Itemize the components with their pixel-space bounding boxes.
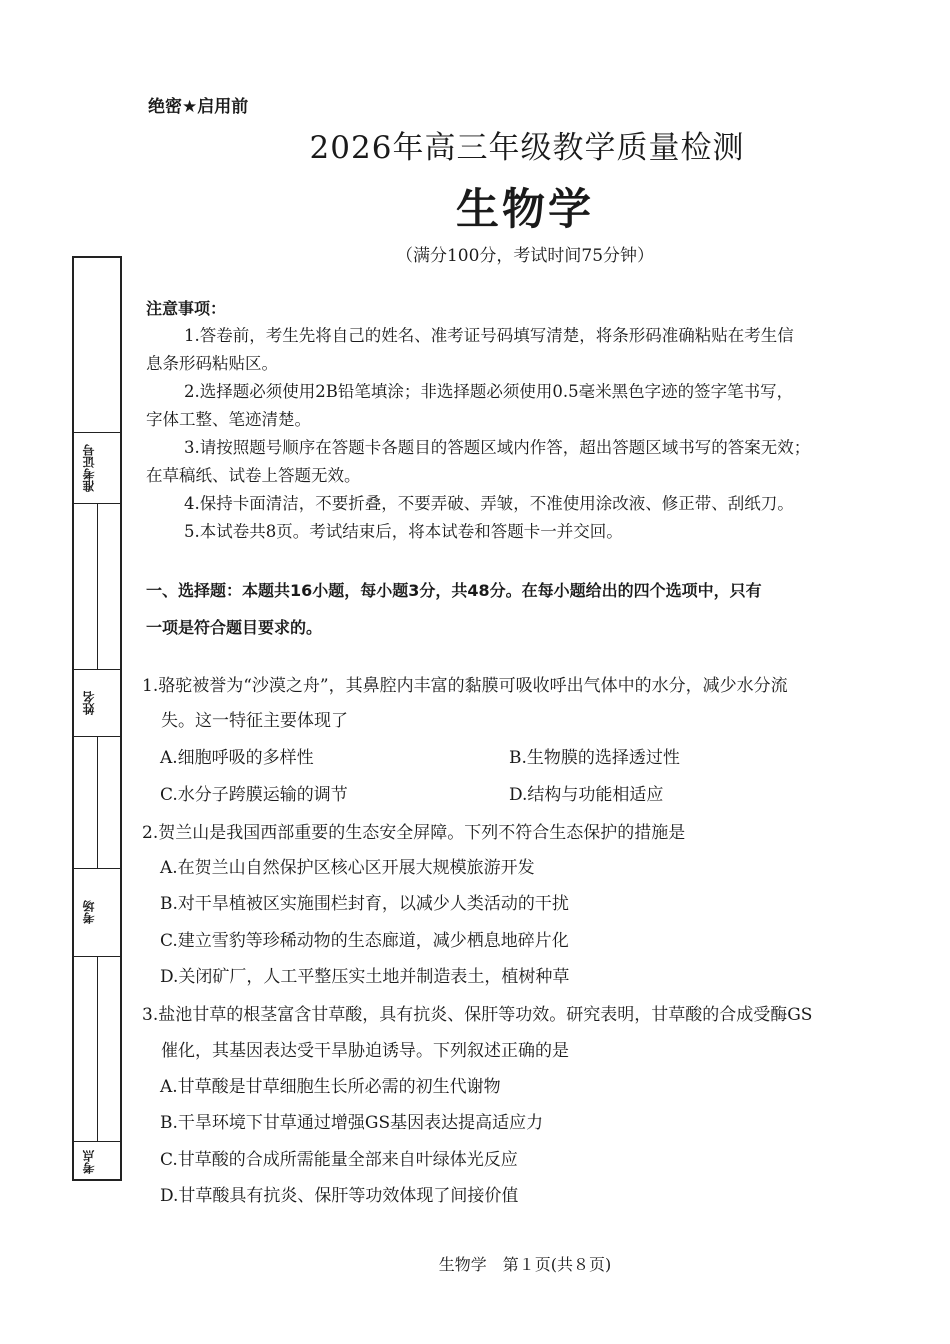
exam-room-label: 考场 bbox=[82, 900, 96, 924]
question-1-option-c: C.水分子跨膜运输的调节 bbox=[160, 785, 348, 805]
notice-item-4: 4.保持卡面清洁，不要折叠，不要弄破、弄皱，不准使用涂改液、修正带、刮纸刀。 bbox=[184, 494, 794, 513]
question-2-option-b: B.对干旱植被区实施围栏封育，以减少人类活动的干扰 bbox=[160, 894, 569, 914]
exam-title: 2026年高三年级教学质量检测 bbox=[309, 130, 745, 166]
question-1-stem-line-1: 1.骆驼被誉为“沙漠之舟”，其鼻腔内丰富的黏膜可吸收呼出气体中的水分，减少水分流 bbox=[142, 676, 788, 696]
notice-item-2-line-2: 字体工整、笔迹清楚。 bbox=[146, 410, 311, 429]
page-footer: 生物学 第１页(共８页) bbox=[438, 1255, 612, 1274]
question-3-stem-line-1: 3.盐池甘草的根茎富含甘草酸，具有抗炎、保肝等功效。研究表明，甘草酸的合成受酶GS bbox=[142, 1005, 813, 1025]
binding-strip bbox=[72, 256, 122, 1181]
exam-info: （满分100分，考试时间75分钟） bbox=[395, 246, 655, 266]
question-3-option-a: A.甘草酸是甘草细胞生长所必需的初生代谢物 bbox=[160, 1077, 501, 1097]
notice-title: 注意事项： bbox=[146, 299, 227, 318]
question-3-option-d: D.甘草酸具有抗炎、保肝等功效体现了间接价值 bbox=[160, 1186, 519, 1206]
section-heading-line-2: 一项是符合题目要求的。 bbox=[146, 618, 323, 637]
question-2-stem: 2.贺兰山是我国西部重要的生态安全屏障。下列不符合生态保护的措施是 bbox=[142, 823, 686, 843]
exam-site-label: 考点 bbox=[82, 1150, 96, 1174]
notice-item-1-line-1: 1.答卷前，考生先将自己的姓名、准考证号码填写清楚，将条形码准确粘贴在考生信 bbox=[184, 326, 794, 345]
notice-item-2-line-1: 2.选择题必须使用2B铅笔填涂；非选择题必须使用0.5毫米黑色字迹的签字笔书写， bbox=[184, 382, 794, 401]
notice-item-3-line-2: 在草稿纸、试卷上答题无效。 bbox=[146, 466, 361, 485]
question-2-option-d: D.关闭矿厂，人工平整压实土地并制造表土，植树种草 bbox=[160, 967, 570, 987]
question-1-option-b: B.生物膜的选择透过性 bbox=[509, 748, 680, 768]
admission-number-label: 准考证号 bbox=[82, 444, 96, 492]
question-1-option-d: D.结构与功能相适应 bbox=[509, 785, 664, 805]
name-label: 姓名 bbox=[82, 691, 96, 715]
question-2-option-a: A.在贺兰山自然保护区核心区开展大规模旅游开发 bbox=[160, 858, 535, 878]
notice-item-1-line-2: 息条形码粘贴区。 bbox=[146, 354, 278, 373]
section-heading-line-1: 一、选择题：本题共16小题，每小题3分，共48分。在每小题给出的四个选项中，只有 bbox=[146, 581, 762, 600]
question-1-stem-line-2: 失。这一特征主要体现了 bbox=[161, 711, 348, 731]
question-3-option-b: B.干旱环境下甘草通过增强GS基因表达提高适应力 bbox=[160, 1113, 544, 1133]
notice-item-3-line-1: 3.请按照题号顺序在答题卡各题目的答题区域内作答，超出答题区域书写的答案无效； bbox=[184, 438, 811, 457]
subject-title: 生物学 bbox=[456, 185, 594, 235]
question-2-option-c: C.建立雪豹等珍稀动物的生态廊道，减少栖息地碎片化 bbox=[160, 931, 569, 951]
question-3-option-c: C.甘草酸的合成所需能量全部来自叶绿体光反应 bbox=[160, 1150, 518, 1170]
notice-item-5: 5.本试卷共8页。考试结束后，将本试卷和答题卡一并交回。 bbox=[184, 522, 623, 541]
question-1-option-a: A.细胞呼吸的多样性 bbox=[160, 748, 314, 768]
question-3-stem-line-2: 催化，其基因表达受干旱胁迫诱导。下列叙述正确的是 bbox=[161, 1041, 569, 1061]
notice-list bbox=[146, 322, 906, 546]
confidential-mark: 绝密★启用前 bbox=[148, 97, 249, 117]
